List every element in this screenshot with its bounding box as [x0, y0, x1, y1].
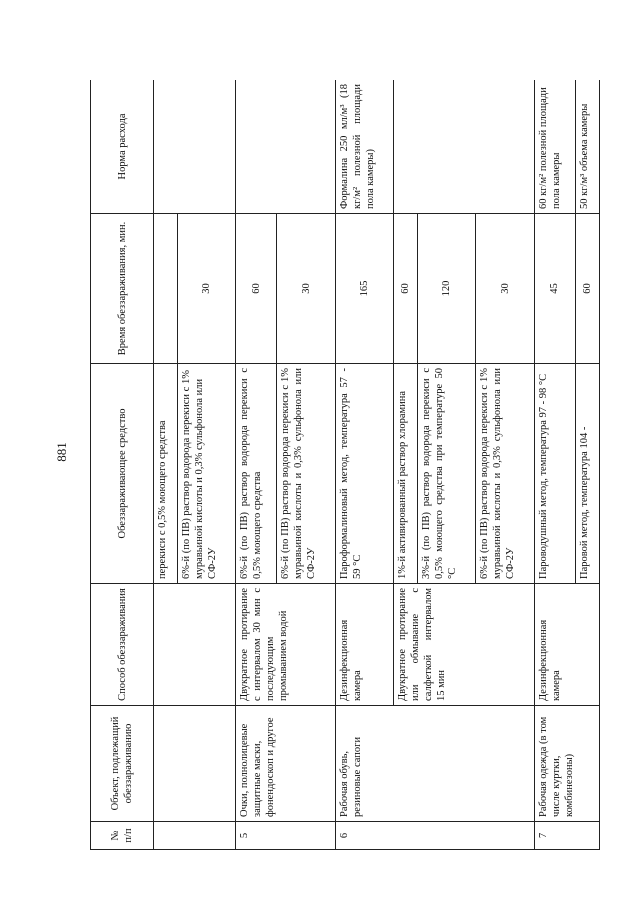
agent-cell: перекиси с 0,5% моющего средства: [154, 364, 178, 584]
method-cell: Двукратное протирание или обмывание с салфеткой интервалом 15 мин: [394, 584, 535, 706]
page-number: 881: [54, 442, 69, 462]
header-method: Способ обеззараживания: [91, 584, 154, 706]
header-num: № п/п: [91, 822, 154, 850]
time-cell: 30: [177, 214, 235, 364]
disinfection-table: [90, 80, 600, 850]
object-cell: Рабочая обувь, резиновые сапоги: [335, 706, 534, 822]
rate-cell: 60 кг/м² полезной площади пола камеры: [534, 80, 575, 214]
agent-cell: 1%-й активированный раствор хлорамина: [394, 364, 418, 584]
row-number: 5: [236, 822, 336, 850]
agent-cell: 6%-й (по ПВ) раствор водорода перекиси с 1% муравьиной кислоты и 0,3% сульфонола или СФ-2У: [476, 364, 534, 584]
table-row: [534, 80, 575, 850]
method-cell: Дезинфекционная камера: [534, 584, 599, 706]
header-row: [91, 80, 154, 850]
header-agent: Обеззараживающее средство: [91, 364, 154, 584]
header-object: Объект, подлежащий обеззараживанию: [91, 706, 154, 822]
row-number: 7: [534, 822, 599, 850]
time-cell: 165: [335, 214, 393, 364]
agent-cell: Паровой метод, температура 104 -: [576, 364, 600, 584]
header-rate: Норма расхода: [91, 80, 154, 214]
time-cell: 30: [476, 214, 534, 364]
object-cell: Очки, полнолицевые защитные маски, фонендоскоп и другое: [236, 706, 336, 822]
rate-cell: 50 кг/м³ объема камеры: [576, 80, 600, 214]
agent-cell: 6%-й (по ПВ) раствор водорода перекиси с 0,5% моющего средства: [236, 364, 277, 584]
table-row: [236, 80, 277, 850]
agent-cell: 6%-й (по ПВ) раствор водорода перекиси с 1% муравьиной кислоты и 0,3% сульфонола или СФ-2У: [277, 364, 335, 584]
agent-cell: Пароводушный метод, температура 97 - 98 °С: [534, 364, 575, 584]
time-cell: 45: [534, 214, 575, 364]
method-cell: Дезинфекционная камера: [335, 584, 393, 706]
row-number: 6: [335, 822, 534, 850]
rotated-page: [90, 80, 600, 850]
table-container: [90, 80, 600, 850]
time-cell: 60: [576, 214, 600, 364]
time-cell: 120: [418, 214, 476, 364]
time-cell: 60: [236, 214, 277, 364]
table-row: [154, 80, 178, 850]
header-time: Время обеззараживания, мин.: [91, 214, 154, 364]
agent-cell: 6%-й (по ПВ) раствор водорода перекиси с 1% муравьиной кислоты и 0,3% сульфонола или СФ-2У: [177, 364, 235, 584]
object-cell: Рабочая одежда (в том числе куртки, комбинезоны): [534, 706, 599, 822]
time-cell: 30: [277, 214, 335, 364]
time-cell: 60: [394, 214, 418, 364]
agent-cell: Пароформалиновый метод, температура 57 - 59 °С: [335, 364, 393, 584]
table-row: [335, 80, 393, 850]
method-cell: Двукратное протирание с интервалом 30 мин с последующим промыванием водой: [236, 584, 336, 706]
agent-cell: 3%-й (по ПВ) раствор водорода перекиси с 0,5% моющего средства при температуре 50 °С: [418, 364, 476, 584]
rate-cell: Формалина 250 мл/м³ (18 кг/м² полезной площади пола камеры): [335, 80, 393, 214]
